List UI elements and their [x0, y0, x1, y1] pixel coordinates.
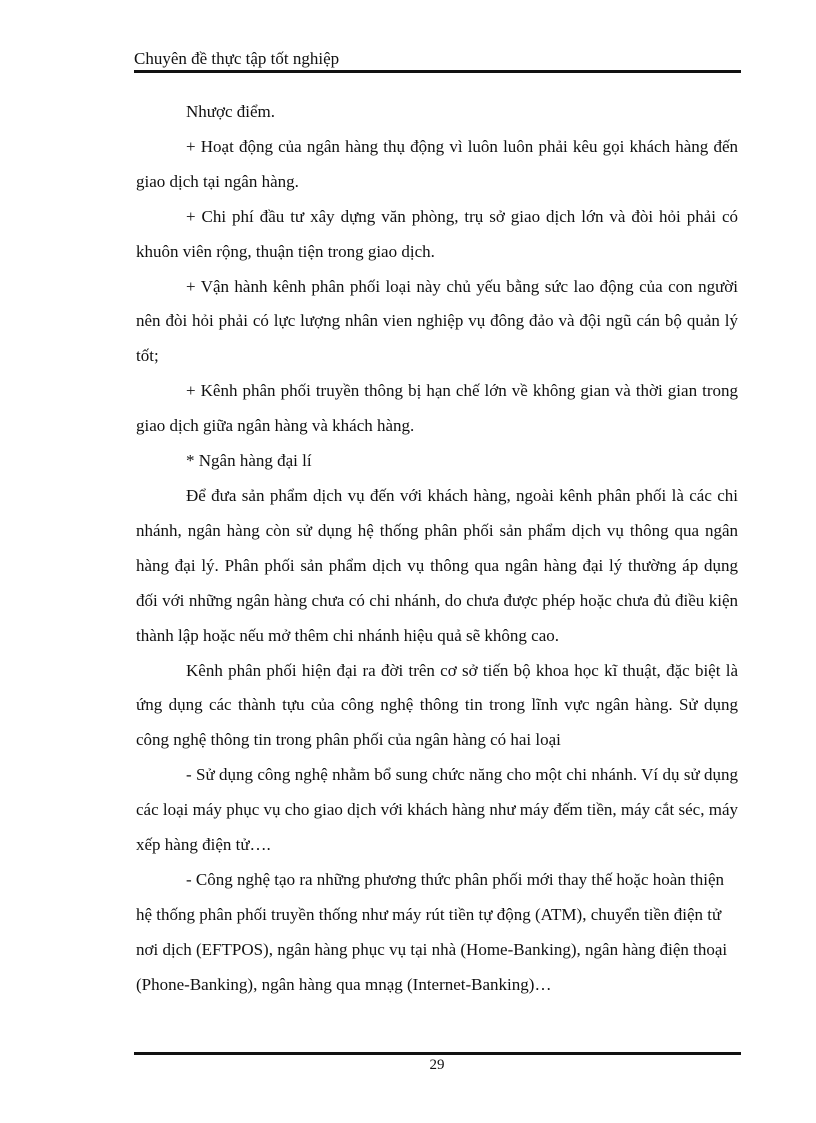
paragraph-passive-operation: + Hoạt động của ngân hàng thụ động vì luôn luôn phải kêu gọi khách hàng đến giao dịch tại ngân hàng. — [136, 136, 738, 191]
paragraph-agent-bank-heading: * Ngân hàng đại lí — [186, 451, 312, 471]
paragraph-office-costs: + Chi phí đầu tư xây dựng văn phòng, trụ sở giao dịch lớn và đòi hỏi phải có khuôn viên rộng, thuận tiện trong giao dịch. — [136, 206, 738, 261]
page-header-title: Chuyên đề thực tập tốt nghiệp — [134, 49, 340, 68]
header-divider — [134, 70, 741, 73]
paragraph-labor-intensive: + Vận hành kênh phân phối loại này chủ yếu bằng sức lao động của con người nên đòi hỏi phải có lực lượng nhân vien nghiệp vụ đông đảo và đội ngũ cán bộ quản lý tốt; — [136, 276, 738, 366]
paragraph-space-time-limits: + Kênh phân phối truyền thông bị hạn chế lớn về không gian và thời gian trong giao dịch giữa ngân hàng và khách hàng. — [136, 381, 738, 436]
paragraph-technology-support: - Sử dụng công nghệ nhằm bổ sung chức năng cho một chi nhánh. Ví dụ sử dụng các loại máy phục vụ cho giao dịch với khách hàng như máy đếm tiền, máy cắt séc, máy xếp hàng điện tử…. — [136, 765, 738, 855]
page-number: 29 — [429, 1057, 445, 1073]
paragraph-technology-new-methods: - Công nghệ tạo ra những phương thức phân phối mới thay thế hoặc hoàn thiện hệ thống phân phối truyền thống như máy rút tiền tự động (ATM), chuyển tiền điện tử nơi dịch (EFTPOS), ngân hàng phục vụ tại nhà (Home-Banking), ngân hàng điện thoại (Phone-Banking), ngân hàng qua mnạg (Internet-Banking)… — [136, 869, 728, 994]
paragraph-agent-bank-description: Để đưa sản phẩm dịch vụ đến với khách hàng, ngoài kênh phân phối là các chi nhánh, ngân hàng còn sử dụng hệ thống phân phối sản phẩm dịch vụ thông qua ngân hàng đại lý. Phân phối sản phẩm dịch vụ thông qua ngân hàng đại lý thường áp dụng đối với những ngân hàng chưa có chi nhánh, do chưa được phép hoặc chưa đủ điều kiện thành lập hoặc nếu mở thêm chi nhánh hiệu quả sẽ không cao. — [136, 485, 738, 645]
paragraph-modern-channels: Kênh phân phối hiện đại ra đời trên cơ sở tiến bộ khoa học kĩ thuật, đặc biệt là ứng dụng các thành tựu của công nghệ thông tin trong lĩnh vực ngân hàng. Sử dụng công nghệ thông tin trong phân phối của ngân hàng có hai loại — [136, 660, 738, 750]
document-body — [136, 95, 738, 1003]
paragraph-weaknesses-heading: Nhược điểm. — [186, 102, 276, 121]
footer-divider — [134, 1052, 741, 1055]
